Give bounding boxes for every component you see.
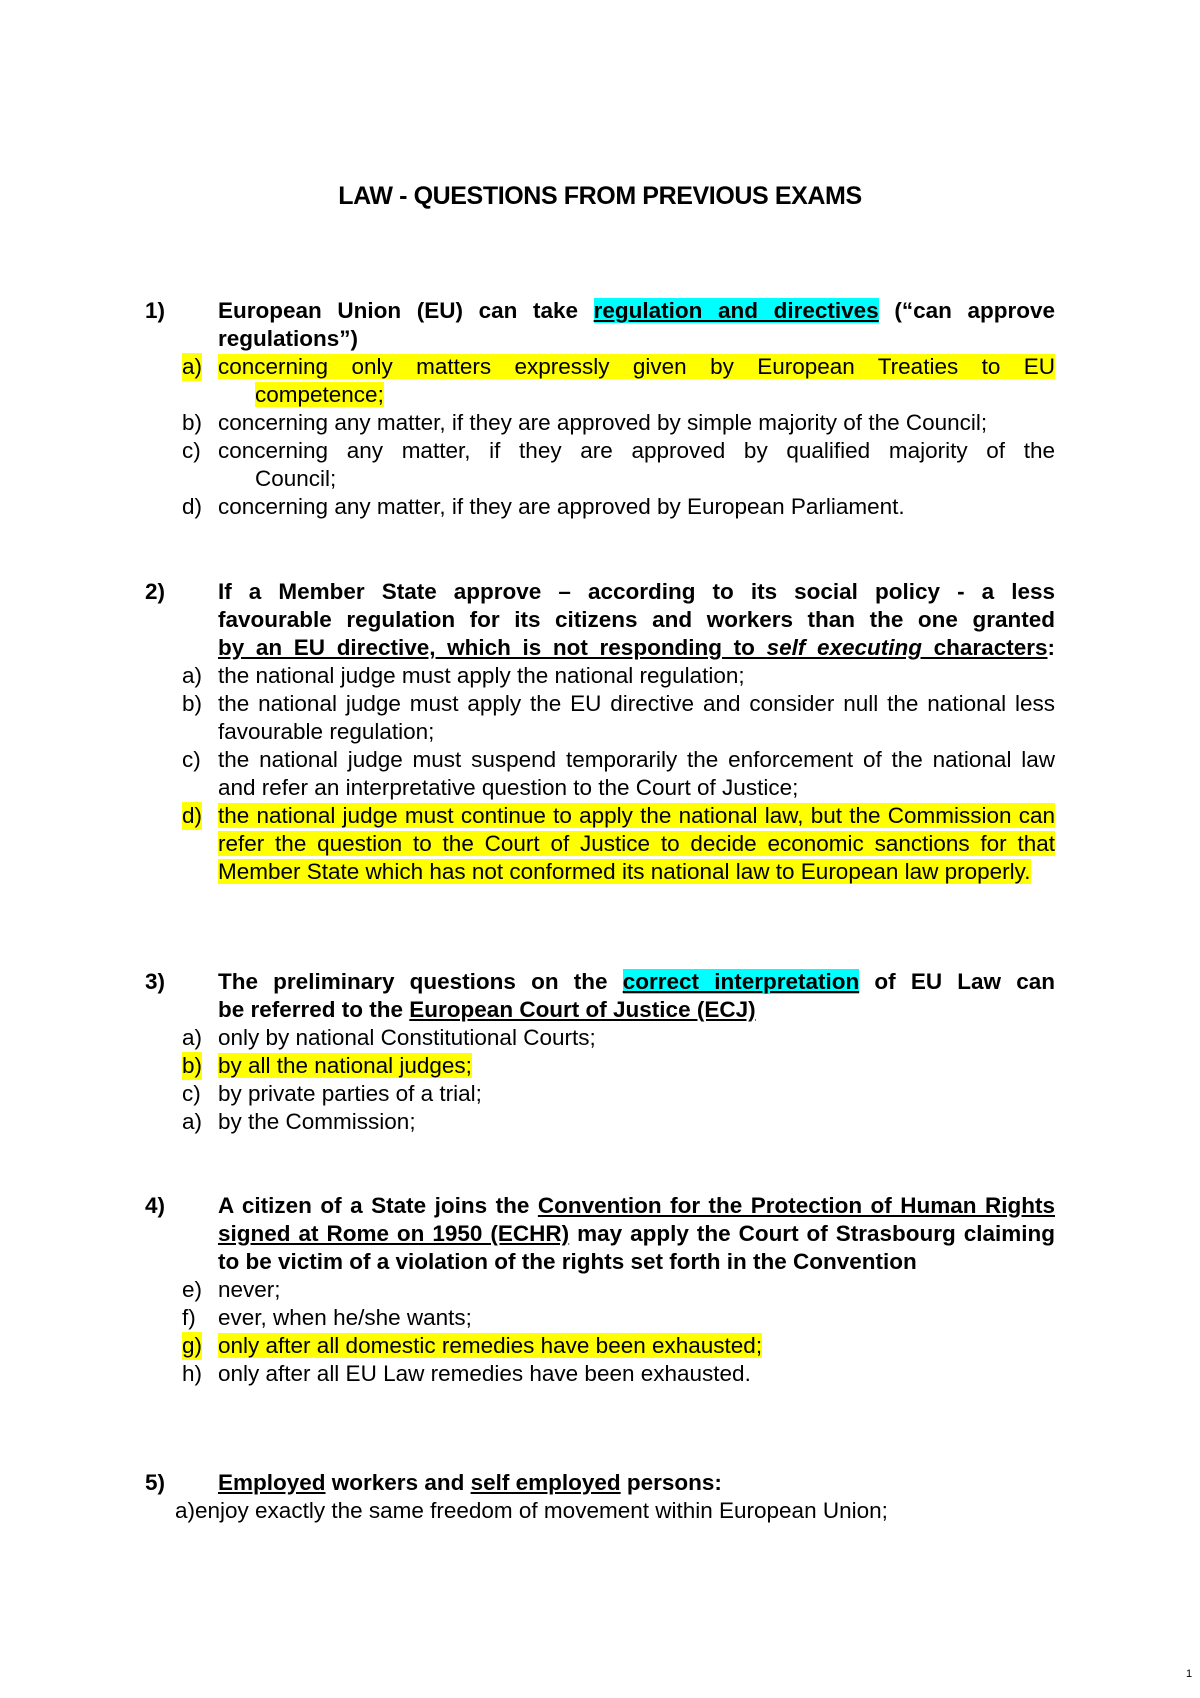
question-2-stem: 2) If a Member State approve – according to its social policy - a less favourable regulation for its citizens and workers than the one granted by an EU directive, which is not responding to self executing characters: [145, 579, 1055, 660]
question-4 [145, 1192, 1055, 1388]
question-1-stem: 1) European Union (EU) can take regulation and directives (“can approve regulations”) [145, 298, 1055, 351]
question-2 [145, 578, 1055, 886]
option-b: b) by all the national judges; [182, 1053, 472, 1078]
option-c: c) by private parties of a trial; [182, 1081, 482, 1106]
question-5 [145, 1469, 1055, 1497]
option-h: h) only after all EU Law remedies have been exhausted. [182, 1361, 751, 1386]
option-a: a) concerning only matters expressly given by European Treaties to EU competence; [182, 354, 1055, 407]
question-1 [145, 297, 1055, 521]
option-a: a) the national judge must apply the national regulation; [182, 663, 745, 688]
question-number: 4) [145, 1193, 166, 1218]
option-b: b) concerning any matter, if they are approved by simple majority of the Council; [182, 410, 988, 435]
highlighted-term: correct interpretation [622, 969, 860, 994]
option-c: c) the national judge must suspend temporarily the enforcement of the national law and refer an interpretative question to the Court of Justice; [182, 747, 1055, 800]
page-number: 1 [1186, 1668, 1193, 1680]
option-b: b) the national judge must apply the EU directive and consider null the national less favourable regulation; [182, 691, 1055, 744]
question-number: 5) [145, 1470, 166, 1495]
highlighted-term: regulation and directives [593, 298, 879, 323]
question-5-stem: 5) Employed workers and self employed persons: [145, 1470, 722, 1495]
question-3-stem: 3) The preliminary questions on the correct interpretation of EU Law can be referred to the European Court of Justice (ECJ) [145, 969, 1055, 1022]
option-f: f) ever, when he/she wants; [182, 1305, 472, 1330]
question-number: 3) [145, 969, 166, 994]
question-number: 1) [145, 298, 166, 323]
option-a: a) only by national Constitutional Courts; [182, 1025, 596, 1050]
option-e: e) never; [182, 1277, 281, 1302]
option-a: a)enjoy exactly the same freedom of movement within European Union; [175, 1498, 888, 1523]
question-4-stem: 4) A citizen of a State joins the Convention for the Protection of Human Rights signed at Rome on 1950 (ECHR) may apply the Court of Strasbourg claiming to be victim of a violation of the rights set forth in the Convention [145, 1193, 1055, 1274]
option-g: g) only after all domestic remedies have been exhausted; [182, 1333, 763, 1358]
option-d: a) by the Commission; [182, 1109, 416, 1134]
option-d: d) concerning any matter, if they are approved by European Parliament. [182, 494, 905, 519]
question-3 [145, 968, 1055, 1136]
option-d: d) the national judge must continue to apply the national law, but the Commission can refer the question to the Court of Justice to decide economic sanctions for that Member State which has not conformed its national law to European law properly. [182, 803, 1055, 884]
option-c: c) concerning any matter, if they are approved by qualified majority of the Council; [182, 438, 1055, 491]
question-number: 2) [145, 579, 166, 604]
page-title: LAW - QUESTIONS FROM PREVIOUS EXAMS [338, 182, 862, 210]
